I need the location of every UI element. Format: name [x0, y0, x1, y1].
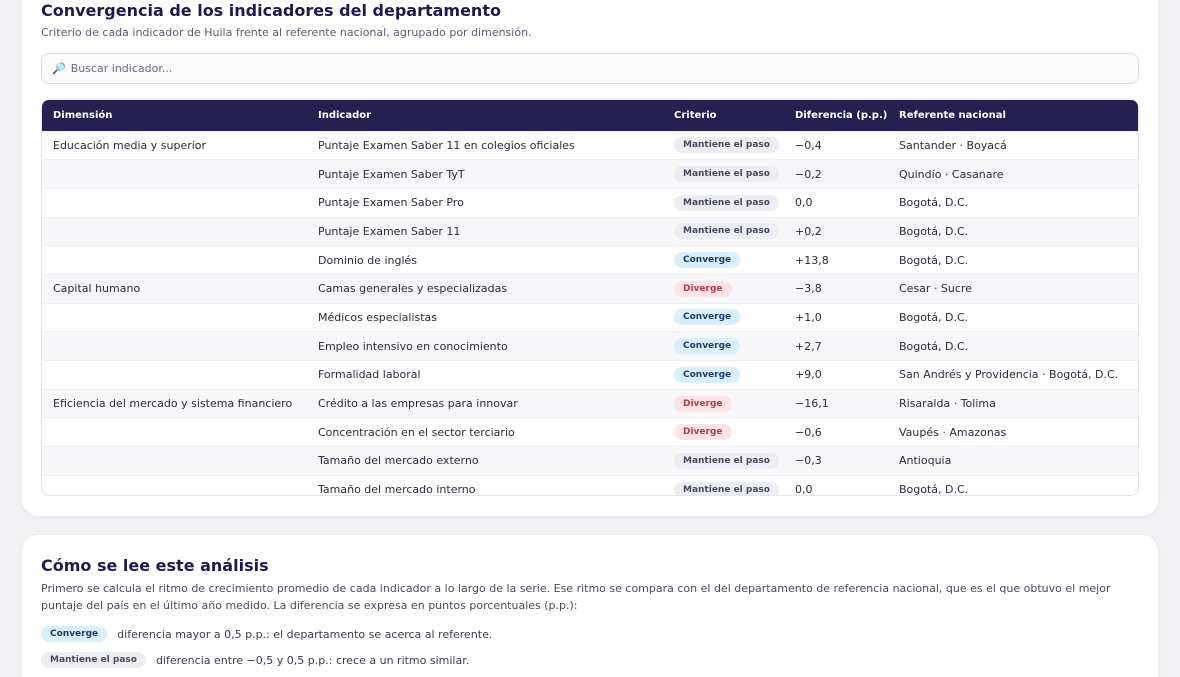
cell-indicator: Tamaño del mercado externo: [318, 454, 479, 468]
table-row[interactable]: [42, 475, 1138, 496]
cell-difference: −0,4: [795, 138, 822, 152]
cell-reference: Bogotá, D.C.: [899, 224, 969, 238]
cell-criterion: [663, 447, 784, 476]
magnifier-icon: 🔎: [52, 62, 66, 75]
methodology-paragraph: Primero se calcula el ritmo de crecimiento promedio de cada indicador a lo largo de la serie. Ese ritmo se compara con el del departamento de referencia nacional, que es el que obtuvo el mejor puntaje del país en el último año medido. La diferencia se expresa en puntos porcentuales (p.p.):: [41, 582, 1111, 612]
cell-difference: −16,1: [795, 397, 829, 411]
cell-dimension: [42, 475, 307, 496]
cell-criterion: [663, 418, 784, 447]
cell-indicator: Puntaje Examen Saber Pro: [318, 196, 464, 210]
criterion-badge: Mantiene el paso: [674, 137, 779, 153]
cell-criterion: [663, 131, 784, 160]
legend-text: diferencia mayor a 0,5 p.p.: el departamento se acerca al referente.: [117, 627, 493, 641]
cell-reference: San Andrés y Providencia · Bogotá, D.C.: [899, 368, 1119, 382]
cell-difference: −0,2: [795, 167, 822, 181]
table-row[interactable]: [42, 274, 1138, 303]
cell-criterion: [663, 332, 784, 361]
cell-difference: +0,2: [795, 224, 822, 238]
criterion-badge: Diverge: [674, 424, 732, 440]
cell-dimension: Capital humano: [53, 282, 141, 296]
cell-reference: Bogotá, D.C.: [899, 310, 969, 324]
cell-criterion: [663, 303, 784, 332]
cell-difference: +9,0: [795, 368, 822, 382]
cell-criterion: [663, 246, 784, 275]
cell-indicator: Formalidad laboral: [318, 368, 421, 382]
criterion-badge: Mantiene el paso: [674, 195, 779, 211]
cell-indicator: Puntaje Examen Saber 11: [318, 224, 461, 238]
cell-difference: +1,0: [795, 310, 822, 324]
cell-difference: 0,0: [795, 196, 813, 210]
criterion-badge: Mantiene el paso: [674, 453, 779, 469]
criterion-badge: Diverge: [674, 396, 732, 412]
search-box[interactable]: [41, 53, 1139, 84]
cell-reference: Bogotá, D.C.: [899, 253, 969, 267]
table-row[interactable]: [42, 418, 1138, 447]
section-subtitle: Criterio de cada indicador de Huila frente al referente nacional, agrupado por dimensión.: [41, 26, 532, 39]
cell-dimension: Eficiencia del mercado y sistema financiero: [53, 397, 293, 411]
table-row[interactable]: [42, 188, 1138, 217]
cell-dimension: [42, 418, 307, 447]
criterion-badge: Mantiene el paso: [674, 482, 779, 496]
cell-reference: Vaupés · Amazonas: [899, 425, 1007, 439]
cell-difference: −3,8: [795, 282, 822, 296]
table-body: [42, 131, 1138, 496]
legend-item-converge: [41, 626, 492, 642]
table-row[interactable]: [42, 361, 1138, 390]
criterion-badge: Converge: [674, 252, 740, 268]
cell-indicator: Tamaño del mercado interno: [318, 483, 476, 496]
cell-criterion: [663, 217, 784, 246]
indicators-table: [41, 99, 1139, 496]
table-row[interactable]: [42, 303, 1138, 332]
cell-dimension: [42, 217, 307, 246]
cell-reference: Santander · Boyacá: [899, 138, 1007, 152]
cell-reference: Antioquia: [899, 454, 952, 468]
cell-dimension: [42, 447, 307, 476]
column-header-criterion[interactable]: Criterio: [674, 109, 717, 121]
section-title: Convergencia de los indicadores del departamento: [41, 1, 501, 20]
cell-difference: +13,8: [795, 253, 829, 267]
criterion-badge: Mantiene el paso: [674, 166, 779, 182]
cell-difference: −0,3: [795, 454, 822, 468]
table-row[interactable]: [42, 389, 1138, 418]
cell-indicator: Empleo intensivo en conocimiento: [318, 339, 508, 353]
cell-dimension: [42, 303, 307, 332]
cell-criterion: [663, 475, 784, 496]
table-row[interactable]: [42, 246, 1138, 275]
cell-difference: 0,0: [795, 483, 813, 496]
table-row[interactable]: [42, 217, 1138, 246]
cell-dimension: Educación media y superior: [53, 138, 207, 152]
cell-indicator: Médicos especialistas: [318, 310, 438, 324]
cell-dimension: [42, 332, 307, 361]
legend-item-mantiene: [41, 652, 469, 668]
criterion-badge: Converge: [41, 626, 107, 642]
cell-criterion: [663, 160, 784, 189]
methodology-card: [22, 535, 1158, 677]
cell-criterion: [663, 188, 784, 217]
table-row[interactable]: [42, 447, 1138, 476]
cell-reference: Cesar · Sucre: [899, 282, 972, 296]
criterion-badge: Converge: [674, 367, 740, 383]
cell-reference: Bogotá, D.C.: [899, 483, 969, 496]
cell-dimension: [42, 246, 307, 275]
cell-dimension: [42, 160, 307, 189]
cell-reference: Bogotá, D.C.: [899, 339, 969, 353]
criterion-badge: Mantiene el paso: [41, 652, 146, 668]
cell-indicator: Crédito a las empresas para innovar: [318, 397, 518, 411]
cell-reference: Risaralda · Tolima: [899, 397, 996, 411]
criterion-badge: Diverge: [674, 281, 732, 297]
legend-text: diferencia entre −0,5 y 0,5 p.p.: crece a un ritmo similar.: [155, 653, 470, 667]
cell-indicator: Concentración en el sector terciario: [318, 425, 515, 439]
cell-indicator: Puntaje Examen Saber 11 en colegios oficiales: [318, 138, 575, 152]
column-header-dimension[interactable]: Dimensión: [53, 109, 113, 121]
column-header-difference[interactable]: Diferencia (p.p.): [795, 109, 888, 121]
cell-criterion: [663, 361, 784, 390]
table-header-row: [42, 100, 1138, 131]
cell-indicator: Camas generales y especializadas: [318, 282, 508, 296]
table-row[interactable]: [42, 332, 1138, 361]
cell-indicator: Puntaje Examen Saber TyT: [318, 167, 465, 181]
cell-criterion: [663, 274, 784, 303]
table-row[interactable]: [42, 131, 1138, 160]
column-header-reference[interactable]: Referente nacional: [899, 109, 1006, 121]
cell-reference: Quindío · Casanare: [899, 167, 1004, 181]
criterion-badge: Converge: [674, 338, 740, 354]
search-input[interactable]: [71, 62, 1071, 75]
criterion-badge: Mantiene el paso: [674, 223, 779, 239]
section-title: Cómo se lee este análisis: [41, 556, 269, 575]
cell-indicator: Dominio de inglés: [318, 253, 418, 267]
convergence-card: [22, 0, 1158, 516]
column-header-indicator[interactable]: Indicador: [318, 109, 372, 121]
cell-dimension: [42, 361, 307, 390]
cell-criterion: [663, 389, 784, 418]
table-row[interactable]: [42, 160, 1138, 189]
cell-reference: Bogotá, D.C.: [899, 196, 969, 210]
criterion-badge: Converge: [674, 309, 740, 325]
cell-dimension: [42, 188, 307, 217]
cell-difference: +2,7: [795, 339, 822, 353]
cell-difference: −0,6: [795, 425, 822, 439]
